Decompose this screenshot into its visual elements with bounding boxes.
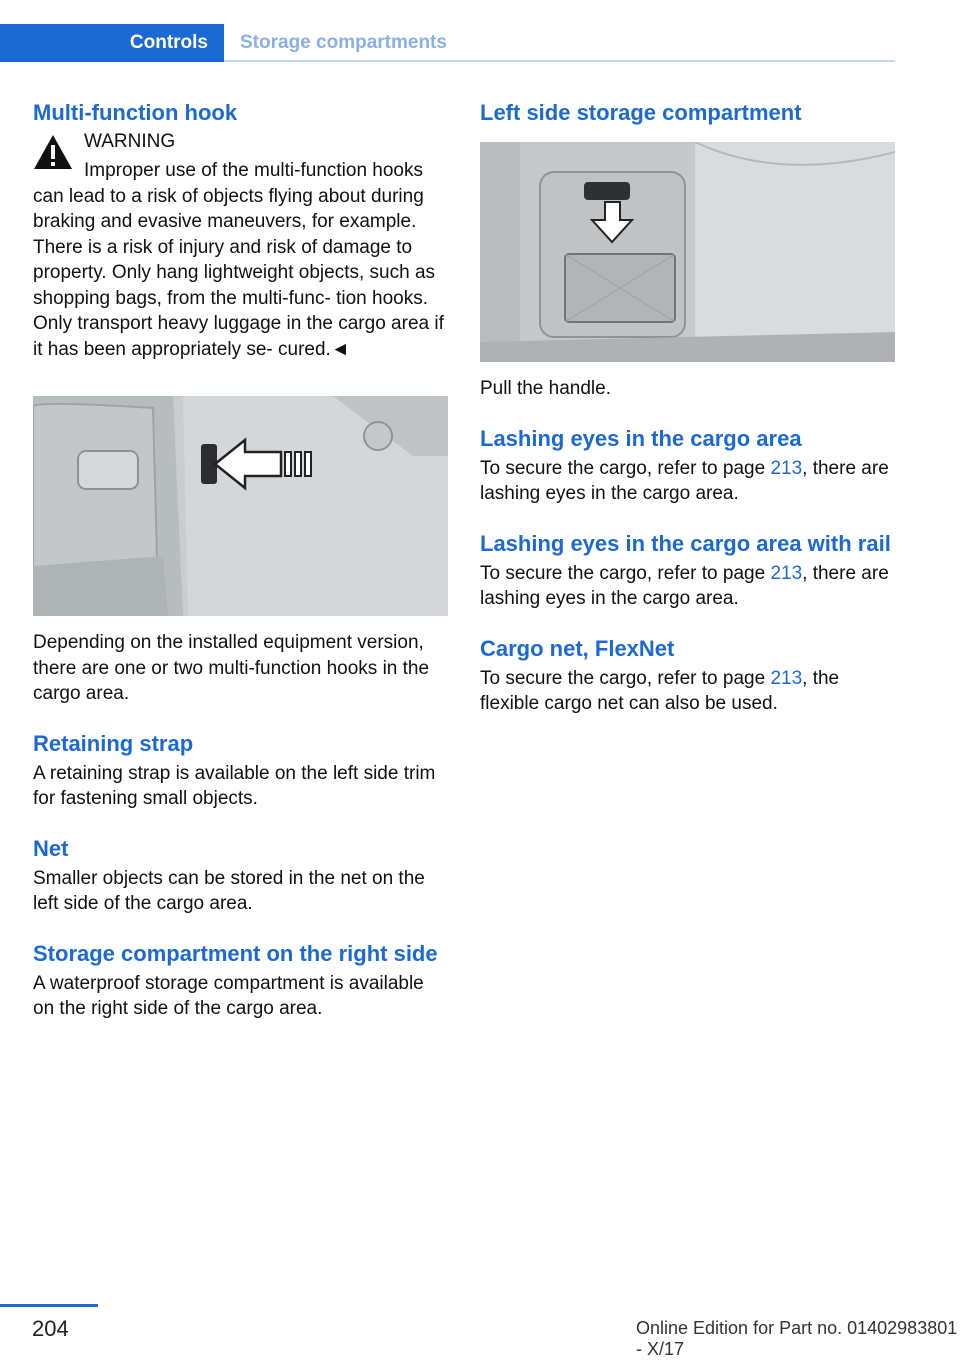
warning-label: WARNING xyxy=(84,131,176,152)
left-storage-image xyxy=(480,142,895,362)
warning-triangle-icon xyxy=(33,134,73,170)
header-tabbar xyxy=(0,24,895,62)
multi-function-hook-image xyxy=(33,396,448,616)
edition-text: Online Edition for Part no. 01402983801 - X/17 xyxy=(636,1318,958,1359)
page-number: 204 xyxy=(32,1316,69,1341)
tab-underline xyxy=(224,60,895,62)
right-column xyxy=(480,100,895,717)
heading-left-storage: Left side storage compartment xyxy=(480,100,802,125)
heading-cargo-net: Cargo net, FlexNet xyxy=(480,635,675,661)
tab-controls[interactable]: Controls xyxy=(0,24,224,62)
lashing-eyes-rail-text: To secure the cargo, refer to page 213, there are lashing eyes in the cargo area. xyxy=(480,562,889,609)
warning-text: Improper use of the multi-function hooks can lead to a risk of objects flying about during braking and evasive maneuvers, for example. There is a risk of injury and risk of damage to property. Only hang lightweight objects, such as shopping bags, from the multi-func- tion hooks. Only transport heavy luggage in the cargo area if it has been appropriately se- cured.◄ xyxy=(33,160,444,360)
page-link-213[interactable]: 213 xyxy=(770,562,803,584)
lashing-eyes-text: To secure the cargo, refer to page 213, there are lashing eyes in the cargo area. xyxy=(480,457,889,504)
tab-storage-compartments[interactable]: Storage compartments xyxy=(240,32,447,53)
pull-handle-text: Pull the handle. xyxy=(480,378,611,399)
left-column xyxy=(33,100,448,1022)
heading-lashing-eyes: Lashing eyes in the cargo area xyxy=(480,425,802,451)
heading-multi-function-hook: Multi-function hook xyxy=(33,100,238,125)
heading-net: Net xyxy=(33,835,69,861)
retaining-strap-text: A retaining strap is available on the left side trim for fastening small objects. xyxy=(33,762,436,809)
page-link-213[interactable]: 213 xyxy=(770,457,803,479)
heading-right-storage: Storage compartment on the right side xyxy=(33,940,438,966)
warning-block xyxy=(33,126,448,362)
net-text: Smaller objects can be stored in the net on the left side of the cargo area. xyxy=(33,867,425,914)
right-storage-text: A waterproof storage compartment is available on the right side of the cargo area. xyxy=(33,972,424,1019)
page-link-213[interactable]: 213 xyxy=(770,667,803,689)
hook-description: Depending on the installed equipment version, there are one or two multi-function hooks in the cargo area. xyxy=(33,632,430,704)
heading-lashing-eyes-rail: Lashing eyes in the cargo area with rail xyxy=(480,530,891,556)
heading-retaining-strap: Retaining strap xyxy=(33,730,194,756)
cargo-net-text: To secure the cargo, refer to page 213, the flexible cargo net can also be used. xyxy=(480,667,840,714)
footer-rule xyxy=(0,1304,98,1307)
